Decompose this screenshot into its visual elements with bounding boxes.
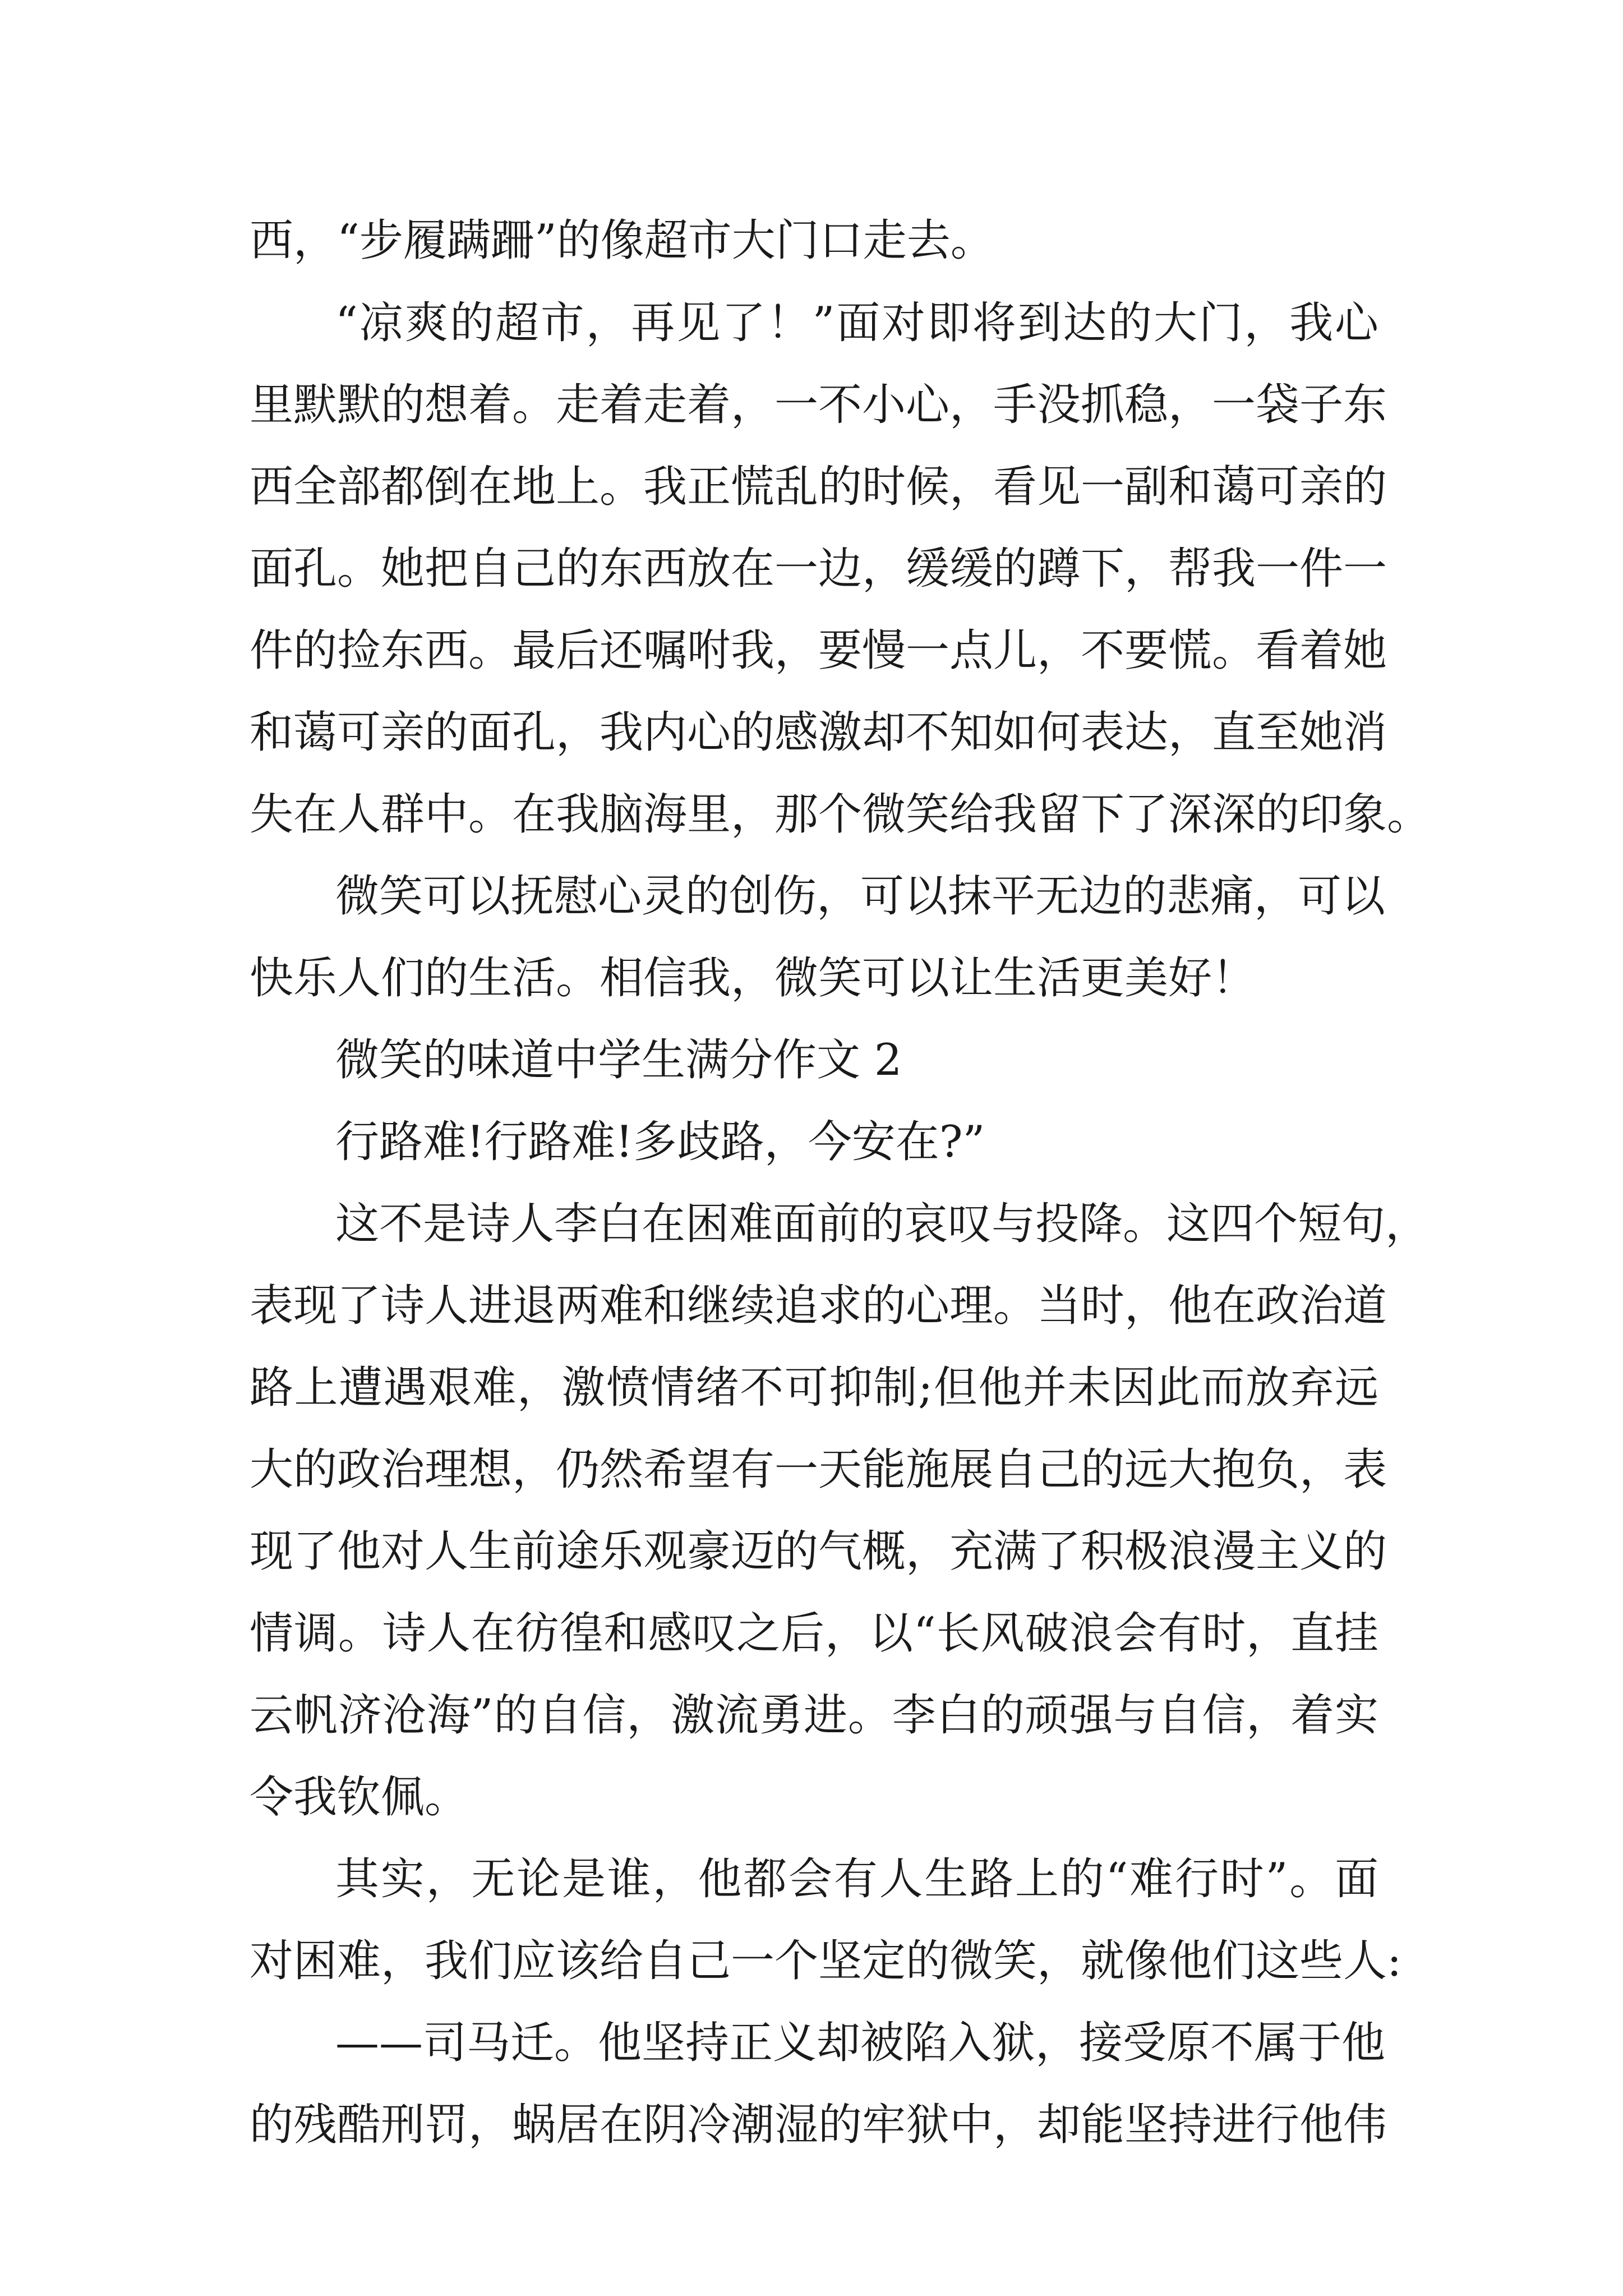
text-line: ——司马迁。他坚持正义却被陷入狱，接受原不属于他: [335, 2018, 1386, 2068]
text-line: 西全部都倒在地上。我正慌乱的时候，看见一副和蔼可亲的: [250, 462, 1387, 512]
text-line: 快乐人们的生活。相信我，微笑可以让生活更美好！: [250, 953, 1256, 1004]
text-line: 面孔。她把自己的东西放在一边，缓缓的蹲下，帮我一件一: [250, 544, 1387, 594]
text-line: “凉爽的超市，再见了！”面对即将到达的大门，我心: [335, 298, 1378, 348]
text-line: 的残酷刑罚，蜗居在阴冷潮湿的牢狱中，却能坚持进行他伟: [250, 2100, 1387, 2150]
text-line: 情调。诗人在彷徨和感叹之后，以“长风破浪会有时，直挂: [250, 1608, 1378, 1659]
text-line: 件的捡东西。最后还嘱咐我，要慢一点儿，不要慌。看着她: [250, 625, 1387, 676]
section-title: 微笑的味道中学生满分作文 2: [335, 1035, 902, 1085]
text-line: 行路难!行路难!多歧路，今安在?”: [335, 1117, 985, 1167]
text-line: 大的政治理想，仍然希望有一天能施展自己的远大抱负，表: [250, 1444, 1387, 1495]
text-line: 现了他对人生前途乐观豪迈的气概，充满了积极浪漫主义的: [250, 1526, 1387, 1577]
text-line: 云帆济沧海”的自信，激流勇进。李白的顽强与自信，着实: [250, 1690, 1378, 1741]
text-line: 表现了诗人进退两难和继续追求的心理。当时，他在政治道: [250, 1281, 1387, 1331]
text-line: 对困难，我们应该给自己一个坚定的微笑，就像他们这些人:: [250, 1936, 1402, 1986]
text-line: 西，“步履蹒跚”的像超市大门口走去。: [250, 215, 994, 266]
text-line: 和蔼可亲的面孔，我内心的感激却不知如何表达，直至她消: [250, 707, 1387, 758]
text-line: 失在人群中。在我脑海里，那个微笑给我留下了深深的印象。: [250, 789, 1431, 840]
text-line: 其实，无论是谁，他都会有人生路上的“难行时”。面: [335, 1854, 1378, 1904]
text-line: 微笑可以抚慰心灵的创伤，可以抹平无边的悲痛，可以: [335, 871, 1386, 922]
text-line: 路上遭遇艰难，激愤情绪不可抑制;但他并未因此而放弃远: [250, 1363, 1378, 1413]
text-line: 令我钦佩。: [250, 1772, 469, 1823]
text-line: 里默默的想着。走着走着，一不小心，手没抓稳，一袋子东: [250, 380, 1387, 430]
text-line: 这不是诗人李白在困难面前的哀叹与投降。这四个短句，: [335, 1199, 1430, 1249]
